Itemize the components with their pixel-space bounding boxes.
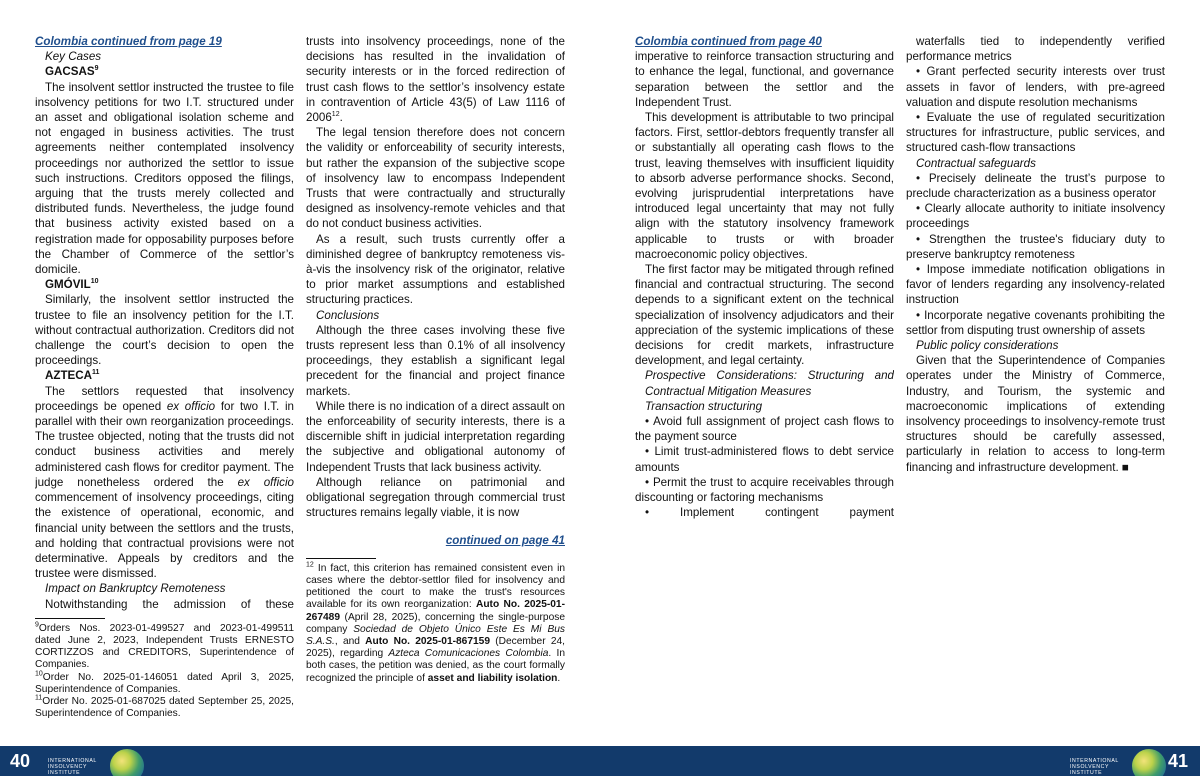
footnote-ref-11[interactable]: 11 (92, 369, 100, 377)
key-cases-heading: Key Cases (45, 50, 102, 64)
continued-on-link[interactable]: continued on page 41 (445, 533, 565, 547)
footnote-12: $^{12}$ In fact, this criterion has remained consistent even in cases where the debtor-settlor filed for insolvency and petitioned the court to make the trust's resources available for its own reorganization: Auto No. 2025-01-267489 (April 28, 2025), concerning the single-purpose company Sociedad de Objeto Único Este Es Mi Bus S.A.S., and Auto No. 2025-01-867159 (December 24, 2025), regarding Azteca Comunicaciones Colombia. In both cases, the petition was denied, as the court formally recognized the principle of asset and liability isolation. (306, 561, 565, 684)
continued-from-link-2[interactable]: Colombia continued from page 40 (635, 35, 822, 48)
col2-paragraph-6: Although reliance on patrimonial and obligational segregation through commercial trust structures remains legally viable, it is now (306, 475, 565, 520)
case-gacsas-heading: GACSAS$^9$ (45, 65, 99, 79)
bullet-item: • Strengthen the trustee's fiduciary duty to preserve bankruptcy remoteness (906, 232, 1165, 261)
column-3 (635, 34, 894, 744)
footnote-9: $^9$Orders Nos. 2023-01-499527 and 2023-01-499511 dated June 2, 2023, Independent Trusts ERNESTO CORTIZZOS and CREDITORS, Superintendence of Companies. (35, 621, 294, 671)
page-number-left: 40 (10, 751, 31, 771)
logo-text: INTERNATIONAL INSOLVENCY INSTITUTE (48, 758, 97, 776)
col2-paragraph-5: While there is no indication of a direct assault on the enforceability of security interests, there is a discernible shift in judicial interpretation regarding the subjective and obligational autonomy of Independent Trusts that lack business activity. (306, 399, 565, 474)
bullet-item: • Implement contingent payment (645, 506, 894, 520)
footnote-ref-9[interactable]: 9 (94, 65, 99, 73)
col3-paragraph-2: This development is attributable to two principal factors. First, settlor-debtors frequently transfer all or substantially all operating cash flows to the trust, leaving themselves with insufficient liquidity to absorb adverse performance shocks. Second, evolving jurisprudential interpretations have introduced legal uncertainty that may not fully align with the statutory insolvency framework applicable to trusts or with broader macroeconomic policy objectives. (635, 111, 894, 261)
bullet-item: • Clearly allocate authority to initiate insolvency proceedings (906, 202, 1165, 231)
globe-icon (110, 749, 144, 776)
case-gacsas-text: The insolvent settlor instructed the trustee to file insolvency petitions for two I.T. structured under an asset and obligational isolation scheme and not engaged in business activities. The trust agreements neither contemplated insolvency proceedings nor authorized the settlor to issue such instructions. Creditors opposed the filings, arguing that the trusts merely collected and distributed funds. Nevertheless, the judge found that business activity existed based on a registration made for opposability purposes before the Chamber of Commerce of the settlor’s domicile. (35, 80, 294, 277)
bullet-item: • Impose immediate notification obligations in favor of lenders regarding any insolvency-related instruction (906, 263, 1165, 307)
conclusions-heading: Conclusions (316, 308, 380, 322)
col3-paragraph-1: imperative to reinforce transaction structuring and to enhance the legal, functional, and governance separation between the settlor and the Independent Trust. (635, 50, 894, 109)
bullet-item: • Evaluate the use of regulated securitization structures for infrastructure, public services, and structured cash-flow transactions (906, 111, 1165, 155)
bullet-item: • Avoid full assignment of project cash flows to the payment source (635, 415, 894, 444)
policy-heading: Public policy considerations (916, 339, 1059, 353)
end-mark-icon: ■ (1121, 460, 1129, 474)
col2-paragraph-2: The legal tension therefore does not concern the validity or enforceability of security interests, but rather the expansion of the subjective scope of insolvency law to encompass Independent Trusts that were contractually and structurally designed as insolvency-remote vehicles and that do not conduct business activities. (306, 126, 565, 231)
footnote-divider (35, 618, 105, 619)
bullet-item: • Limit trust-administered flows to debt service amounts (635, 445, 894, 474)
impact-heading: Impact on Bankruptcy Remoteness (45, 582, 226, 596)
contractual-heading: Contractual safeguards (916, 156, 1036, 170)
column-1 (35, 34, 294, 744)
globe-icon (1132, 749, 1166, 776)
footnote-11: $^{11}$Order No. 2025-01-687025 dated September 25, 2025, Superintendence of Companies. (35, 694, 294, 720)
case-gmovil-heading: GMÓVIL$^{10}$ (45, 278, 99, 292)
footnote-ref-12[interactable]: 12 (331, 111, 340, 119)
column-4 (906, 34, 1165, 744)
case-azteca-heading: AZTECA$^{11}$ (45, 369, 100, 383)
continued-from-link[interactable]: Colombia continued from page 19 (35, 35, 222, 48)
footnote-ref-10[interactable]: 10 (90, 278, 99, 286)
iii-logo-right (1070, 751, 1166, 776)
case-azteca-text: The settlors requested that insolvency proceedings be opened ex officio for two I.T. in parallel with their own reorganization proceedings. The trustee objected, noting that the trusts did not conduct business activities and merely administered cash flows for creditor payment. The judge nonetheless ordered the ex officio commencement of insolvency proceedings, citing the existence of operational, economic, and financial unity between the settlors and the trusts, and holding that contractual provisions were not determinative. Appeals by creditors and the trustee were dismissed. (35, 384, 294, 581)
col3-paragraph-3: The first factor may be mitigated through refined financial and contractual structuring. The second depends to a significant extent on the technical specialization of insolvency adjudicators and their appreciation of the systemic implications of these decisions for credit markets, infrastructure development, and legal certainty. (635, 263, 894, 368)
prospective-heading: Prospective Considerations: Structuring and Contractual Mitigation Measures (645, 369, 894, 398)
col4-final-paragraph: Given that the Superintendence of Companies operates under the Ministry of Commerce, Industry, and Tourism, the systemic and macroeconomic implications of extending insolvency proceedings to insolvency-remote trust structures should be carefully assessed, particularly in relation to access to long-term financing and infrastructure development. ■ (906, 354, 1165, 474)
transaction-heading: Transaction structuring (645, 399, 763, 413)
footnote-10: $^{10}$Order No. 2025-01-146051 dated April 3, 2025, Superintendence of Companies. (35, 670, 294, 695)
bullet-item: • Permit the trust to acquire receivables through discounting or factoring mechanisms (635, 475, 894, 505)
col2-paragraph-3: As a result, such trusts currently offer a diminished degree of bankruptcy remoteness vis-à-vis the insolvency risk of the originator, relative to prior market assumptions and established structuring practices. (306, 232, 565, 307)
page-number-right: 41 (1168, 751, 1189, 771)
col2-paragraph-4: Although the three cases involving these five trusts represent less than 0.1% of all insolvency proceedings, they establish a significant legal precedent for the financial and project finance markets. (306, 323, 565, 398)
bullet-item: • Incorporate negative covenants prohibiting the settlor from disputing trust ownership of assets (906, 308, 1165, 337)
bullet-item: • Precisely delineate the trust’s purpose to preclude characterization as a business operator (906, 171, 1165, 201)
col2-paragraph-1: trusts into insolvency proceedings, none of the decisions has resulted in the invalidation of security interests or in the forced redirection of trust cash flows to the settlor’s insolvency estate in contravention of Article 43(5) of Law 1116 of 2006$^{12}$. (306, 35, 565, 125)
footnote-divider-2 (306, 558, 376, 559)
bullet-item: • Grant perfected security interests over trust assets in favor of lenders, with pre-agreed valuation and dispute resolution mechanisms (906, 65, 1165, 109)
column-2 (306, 34, 565, 744)
impact-text: Notwithstanding the admission of these (45, 597, 294, 611)
case-gmovil-text: Similarly, the insolvent settlor instructed the trustee to file an insolvency petition for the I.T. without contractual authorization. Creditors did not challenge the court’s decision to open the proceedings. (35, 293, 294, 368)
col4-paragraph-1: waterfalls tied to independently verified performance metrics (906, 35, 1165, 64)
iii-logo-left (48, 751, 144, 776)
footer-bar (0, 746, 1200, 776)
logo-text: INTERNATIONAL INSOLVENCY INSTITUTE (1070, 758, 1119, 776)
